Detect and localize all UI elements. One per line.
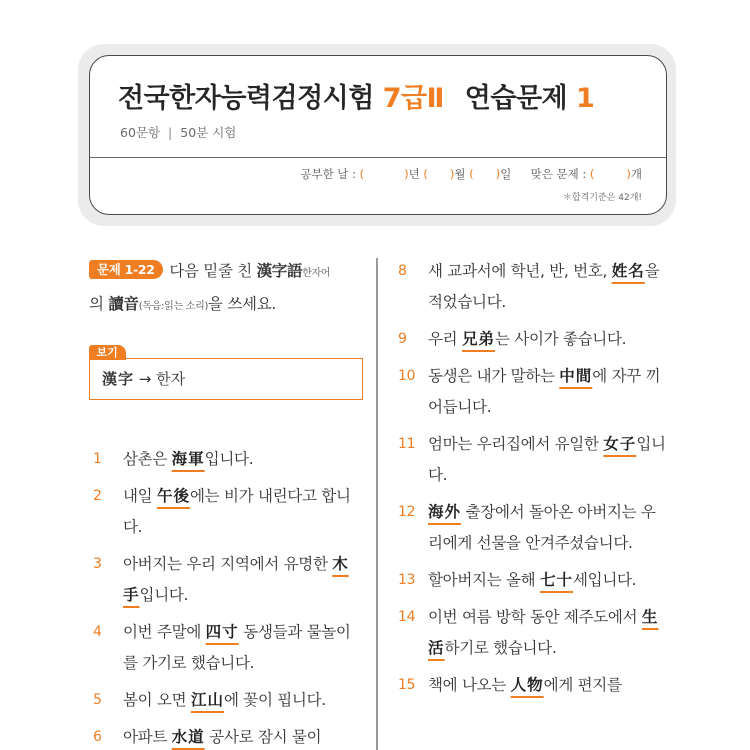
study-record	[300, 166, 642, 182]
question-number: 1	[93, 451, 102, 467]
question-text: 동생은 내가 말하는	[428, 367, 560, 385]
question-text: 에 꽃이 핍니다.	[223, 691, 326, 709]
year-blank-open[interactable]: (	[359, 167, 365, 181]
header-box	[89, 55, 667, 215]
question-number: 12	[398, 504, 416, 520]
score-label: 맞은 문제 :	[530, 167, 587, 181]
question-text: 아파트	[123, 728, 172, 746]
month-blank-close: )	[449, 167, 455, 181]
reading-gloss: (독음:읽는 소리)	[138, 301, 209, 312]
score-blank-open[interactable]: (	[589, 167, 595, 181]
underlined-hanja: 七十	[539, 571, 573, 589]
column-divider	[376, 258, 378, 750]
question-instruction	[89, 256, 365, 322]
score-blank-close: )	[626, 167, 631, 181]
question-number: 9	[398, 331, 407, 347]
question-item	[398, 602, 668, 664]
question-text: 엄마는 우리집에서 유일한	[428, 435, 604, 453]
question-number: 4	[93, 624, 102, 640]
title-practice: 연습문제	[464, 83, 568, 114]
question-text: 할아버지는 올해	[428, 571, 540, 589]
instruction-keyword-gloss: 한자어	[302, 268, 331, 279]
header-divider	[90, 157, 666, 158]
question-text: 내일	[123, 487, 157, 505]
example-answer: 한자	[156, 370, 186, 388]
question-text: 에게 편지를	[543, 676, 622, 694]
right-column	[398, 256, 668, 707]
question-text: 는 사이가 좋습니다.	[495, 330, 627, 348]
underlined-hanja: 兄弟	[461, 330, 495, 348]
question-text: 삼촌은	[123, 450, 172, 468]
question-text: 을 적었습니다.	[428, 262, 660, 311]
day-blank-close: )	[495, 167, 501, 181]
underlined-hanja: 水道	[171, 728, 205, 746]
question-item	[89, 722, 365, 750]
instruction-text-3: 을 쓰세요.	[208, 295, 276, 313]
question-text: 책에 나오는	[428, 676, 511, 694]
question-number: 8	[398, 263, 407, 279]
example-hanja: 漢字	[102, 370, 135, 388]
underlined-hanja: 姓名	[611, 262, 645, 280]
page-title	[118, 76, 594, 115]
question-text: 이번 여름 방학 동안 제주도에서	[428, 608, 642, 626]
underlined-hanja: 四寸	[205, 623, 239, 641]
question-number: 11	[398, 436, 416, 452]
question-text: 출장에서 돌아온 아버지는 우리에게 선물을 안겨주셨습니다.	[428, 503, 656, 552]
underlined-hanja: 生活	[428, 608, 659, 657]
score-unit: 개	[630, 167, 642, 181]
day-blank-open[interactable]: (	[469, 167, 474, 181]
question-text: 새 교과서에 학년, 반, 번호,	[428, 262, 612, 280]
question-text: 세입니다.	[572, 571, 637, 589]
underlined-hanja: 午後	[156, 487, 190, 505]
question-item	[89, 549, 365, 611]
month-unit: 월	[454, 167, 466, 181]
question-text: 이번 주말에	[123, 623, 206, 641]
question-item	[89, 481, 365, 543]
underlined-hanja: 江山	[190, 691, 224, 709]
underlined-hanja: 木手	[123, 555, 349, 604]
question-text: 에 자꾸 끼어듭니다.	[428, 367, 661, 416]
question-text: 입니다.	[139, 586, 189, 604]
left-question-list	[89, 444, 365, 750]
question-number: 3	[93, 556, 102, 572]
question-item	[398, 670, 668, 701]
example-tag: 보기	[89, 345, 126, 360]
question-number: 10	[398, 368, 416, 384]
underlined-hanja: 中間	[559, 367, 593, 385]
question-item	[398, 256, 668, 318]
question-text: 공사로 잠시 물이	[204, 728, 322, 746]
month-blank-open[interactable]: (	[423, 167, 428, 181]
test-info	[120, 123, 236, 141]
question-item	[398, 361, 668, 423]
question-text: 입니다.	[428, 435, 666, 484]
question-number: 2	[93, 488, 102, 504]
question-text: 하기로 했습니다.	[444, 639, 557, 657]
question-count: 60문항	[120, 125, 161, 140]
underlined-hanja: 女子	[603, 435, 637, 453]
left-column	[89, 256, 365, 750]
question-text: 봄이 오면	[123, 691, 191, 709]
question-item	[398, 497, 668, 559]
underlined-hanja: 人物	[510, 676, 544, 694]
instruction-text-2: 의	[89, 295, 104, 313]
question-item	[89, 444, 365, 475]
underlined-hanja: 海外	[428, 503, 462, 521]
question-number: 13	[398, 572, 416, 588]
day-unit: 일	[500, 167, 512, 181]
question-number: 15	[398, 677, 416, 693]
example-content	[102, 368, 185, 389]
test-time: 50분 시험	[180, 125, 237, 140]
question-number: 5	[93, 692, 102, 708]
question-range-badge: 문제 1-22	[89, 260, 163, 279]
year-blank-close: )	[404, 167, 409, 181]
title-level: 7급Ⅱ	[382, 83, 444, 114]
instruction-keyword: 漢字語	[256, 262, 303, 280]
example-box	[89, 346, 363, 400]
year-unit: 년	[408, 167, 420, 181]
question-number: 6	[93, 729, 102, 745]
question-text: 에는 비가 내린다고 합니다.	[123, 487, 351, 536]
question-item	[89, 685, 365, 716]
study-date-label: 공부한 날 :	[300, 167, 356, 181]
question-text: 아버지는 우리 지역에서 유명한	[123, 555, 333, 573]
question-item	[89, 617, 365, 679]
underlined-hanja: 海軍	[171, 450, 205, 468]
question-item	[398, 429, 668, 491]
title-number: 1	[576, 83, 595, 114]
title-main: 전국한자능력검정시험	[118, 83, 374, 114]
question-text: 우리	[428, 330, 462, 348]
instruction-text-1: 다음 밑줄 친	[169, 262, 252, 280]
reading-term: 讀音	[108, 295, 139, 313]
info-separator: |	[168, 125, 173, 140]
question-item	[398, 565, 668, 596]
question-text: 입니다.	[204, 450, 254, 468]
question-number: 14	[398, 609, 416, 625]
arrow-icon: →	[138, 370, 152, 388]
question-text: 동생들과 물놀이를 가기로 했습니다.	[123, 623, 351, 672]
question-item	[398, 324, 668, 355]
pass-criteria-note: ＊합격기준은 42개!	[562, 193, 642, 203]
